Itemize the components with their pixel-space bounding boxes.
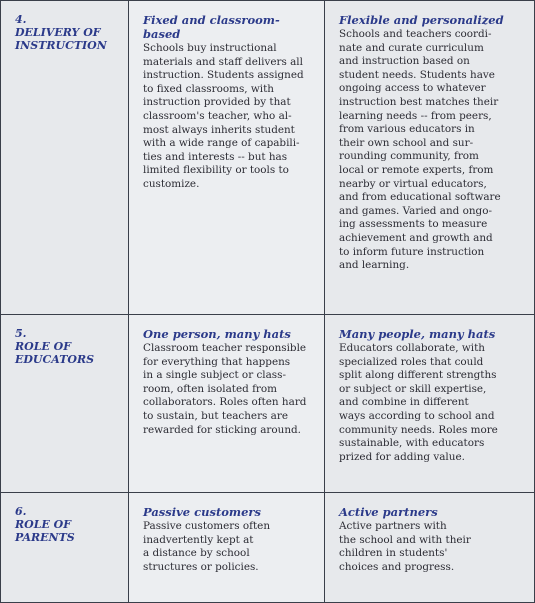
row-number: 6. [15, 505, 27, 518]
row-label-cell [1, 493, 129, 602]
future-model-heading: Flexible and personalized [339, 13, 504, 27]
row-label-cell [1, 315, 129, 492]
current-model-text: Passive customers often inadvertently kept at a distance by school structures or policies. [143, 520, 271, 573]
current-model-cell [129, 493, 325, 602]
table-row-role-of-parents [1, 493, 534, 602]
future-model-heading: Many people, many hats [339, 327, 496, 341]
future-model-cell [325, 493, 534, 602]
future-model-heading: Active partners [339, 505, 438, 519]
row-label: DELIVERY OF INSTRUCTION [15, 26, 107, 52]
current-model-text: Classroom teacher responsible for everything that happens in a single subject or class- room, often isolated from collaborators. Roles often hard to sustain, but teachers are rewarded for sticking around. [143, 342, 307, 436]
current-model-cell [129, 1, 325, 314]
current-model-text: Schools buy instructional materials and staff delivers all instruction. Students assigned to fixed classrooms, with instruction provided by that classroom's teacher, who al- most always inherits student with a wide range of capabili- ties and interests -- but has limited flexibility or tools to customize. [143, 42, 304, 190]
future-model-text: Active partners with the school and with their children in students' choices and progress. [339, 520, 471, 573]
row-label-cell [1, 1, 129, 314]
row-label: ROLE OF PARENTS [15, 518, 75, 544]
future-model-cell [325, 1, 534, 314]
current-model-heading: Passive customers [143, 505, 261, 519]
table-row-role-of-educators [1, 315, 534, 493]
current-model-heading: One person, many hats [143, 327, 291, 341]
row-number: 4. [15, 13, 27, 26]
row-number: 5. [15, 327, 27, 340]
current-model-heading: Fixed and classroom-based [143, 13, 280, 41]
row-label: ROLE OF EDUCATORS [15, 340, 95, 366]
current-model-cell [129, 315, 325, 492]
future-model-text: Educators collaborate, with specialized roles that could split along different strengths or subject or skill expertise, and combine in different ways according to school and community needs. Roles more sustainable, with educators prized for adding value. [339, 342, 498, 463]
future-model-cell [325, 315, 534, 492]
table-row-delivery-of-instruction [1, 1, 534, 315]
future-model-text: Schools and teachers coordi- nate and curate curriculum and instruction based on student needs. Students have ongoing access to whatever instruction best matches their learning needs -- from peers, from various educators in their own school and sur- rounding community, from local or remote experts, from nearby or virtual educators, and from educational software and games. Varied and ongo- ing assessments to measure achievement and growth and to inform future instruction and learning. [339, 28, 501, 272]
